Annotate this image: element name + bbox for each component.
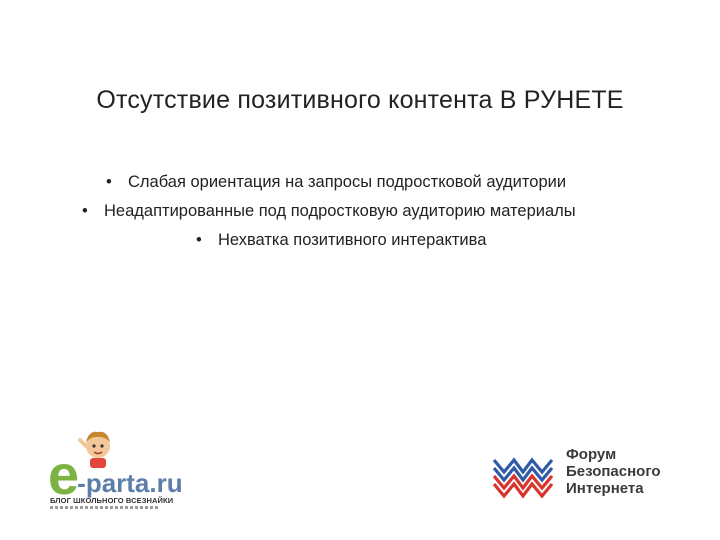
bullet-text: Слабая ориентация на запросы подростковой аудитории: [128, 173, 567, 191]
chevron-waves-icon: [490, 456, 556, 500]
eparta-logo: [46, 428, 206, 510]
bullet-dot: •: [196, 231, 202, 249]
logo-site-name: -parta.ru: [77, 468, 183, 498]
bullet-dot: •: [82, 202, 88, 220]
slide-title: Отсутствие позитивного контента В РУНЕТЕ: [96, 86, 624, 114]
bullet-text: Нехватка позитивного интерактива: [218, 231, 487, 249]
forum-line: Безопасного: [566, 463, 661, 480]
bullet-item: [82, 202, 576, 221]
forum-wordmark: [566, 446, 661, 497]
forum-line: Интернета: [566, 480, 644, 497]
forum-line: Форум: [566, 446, 617, 463]
forum-logo: [490, 446, 690, 506]
bullet-item: [106, 173, 566, 192]
logo-subline: [50, 506, 160, 509]
logo-tagline: БЛОГ ШКОЛЬНОГО ВСЕЗНАЙКИ: [50, 496, 174, 505]
logo-e-letter: e: [48, 443, 80, 506]
bullet-dot: •: [106, 173, 112, 191]
bullet-item: [196, 231, 486, 250]
bullet-text: Неадаптированные под подростковую аудиторию материалы: [104, 202, 576, 220]
